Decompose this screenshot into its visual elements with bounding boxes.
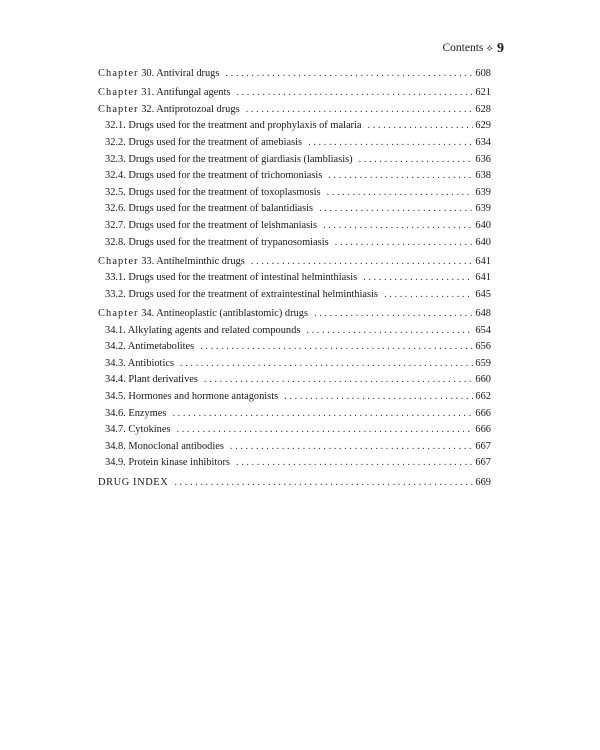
page-number: 9 — [497, 41, 504, 56]
toc-chapter-entry — [98, 102, 491, 119]
toc-entry-title: 34.8. Monoclonal antibodies — [105, 440, 224, 452]
dot-leader — [230, 439, 474, 456]
dot-leader — [174, 475, 473, 492]
toc-page-number: 656 — [475, 341, 491, 353]
toc-subsection-entry — [98, 201, 491, 218]
toc-chapter-entry — [98, 66, 491, 83]
toc-subsection-entry — [98, 185, 491, 202]
toc-chapter-entry — [98, 85, 491, 102]
dot-leader — [359, 152, 474, 169]
chapter-word: Chapter — [98, 255, 139, 267]
toc-page-number: 640 — [475, 219, 491, 231]
toc-entry-label — [105, 168, 322, 185]
toc-page-number: 667 — [475, 440, 491, 452]
toc-page-number: 648 — [475, 308, 491, 320]
toc-entry-title: 33.2. Drugs used for the treatment of extraintestinal helminthiasis — [105, 288, 378, 300]
toc-page-number: 640 — [475, 236, 491, 248]
toc-entry-label — [105, 422, 171, 439]
toc-entry-label — [98, 102, 240, 119]
toc-entry-title: 34.9. Protein kinase inhibitors — [105, 457, 230, 469]
dot-leader — [236, 455, 473, 472]
chapter-word: Chapter — [98, 87, 139, 99]
dot-leader — [308, 135, 473, 152]
toc-chapter-entry — [98, 306, 491, 323]
toc-page-number: 634 — [475, 136, 491, 148]
dot-leader — [368, 118, 474, 135]
dot-leader — [251, 254, 474, 271]
toc-entry-title: 34.3. Antibiotics — [105, 357, 174, 369]
toc-entry-title: 33. Antihelminthic drugs — [141, 255, 245, 267]
toc-page-number: 639 — [475, 203, 491, 215]
toc-entry-label — [105, 439, 224, 456]
dot-leader — [172, 406, 473, 423]
dot-leader — [200, 339, 473, 356]
toc-page-number: 662 — [475, 391, 491, 403]
toc-entry-label — [98, 66, 219, 83]
toc-subsection-entry — [98, 389, 491, 406]
chapter-word: Chapter — [98, 103, 139, 115]
toc-entry-label — [105, 152, 353, 169]
toc-subsection-entry — [98, 152, 491, 169]
toc-subsection-entry — [98, 168, 491, 185]
dot-leader — [384, 287, 473, 304]
dot-leader — [319, 201, 473, 218]
dot-leader — [246, 102, 474, 119]
toc-entry-label — [105, 235, 329, 252]
diamond-ornament-icon: ⟡ — [486, 43, 493, 54]
toc-entry-title: 33.1. Drugs used for the treatment of intestinal helminthiasis — [105, 272, 358, 284]
toc-entry-label — [105, 118, 362, 135]
toc-entry-title: 34. Antineoplastic (antiblastomic) drugs — [141, 308, 309, 320]
toc-page-number: 641 — [475, 272, 491, 284]
toc-entry-label — [105, 135, 302, 152]
toc-entry-title: DRUG INDEX — [98, 476, 169, 488]
toc-entry-label — [105, 356, 174, 373]
toc-entry-title: 34.6. Enzymes — [105, 407, 167, 419]
toc-subsection-entry — [98, 270, 491, 287]
toc-subsection-entry — [98, 118, 491, 135]
dot-leader — [306, 323, 473, 340]
toc-subsection-entry — [98, 287, 491, 304]
toc-page-number: 654 — [475, 324, 491, 336]
dot-leader — [236, 85, 473, 102]
toc-entry-title: 32. Antiprotozoal drugs — [141, 103, 240, 115]
toc-index-entry — [98, 475, 491, 492]
toc-page-number: 639 — [475, 186, 491, 198]
toc-subsection-entry — [98, 235, 491, 252]
toc-subsection-entry — [98, 356, 491, 373]
chapter-word: Chapter — [98, 68, 139, 79]
chapter-word: Chapter — [98, 308, 139, 320]
toc-entry-title: 32.8. Drugs used for the treatment of trypanosomiasis — [105, 236, 329, 248]
toc-subsection-entry — [98, 406, 491, 423]
toc-entry-title: 32.4. Drugs used for the treatment of trichomoniasis — [105, 170, 323, 182]
dot-leader — [204, 372, 473, 389]
toc-page-number: 660 — [475, 374, 491, 386]
dot-leader — [180, 356, 473, 373]
toc-page-number: 638 — [475, 170, 491, 182]
toc-entry-label — [105, 185, 321, 202]
toc-page-number: 645 — [475, 288, 491, 300]
toc-subsection-entry — [98, 422, 491, 439]
dot-leader — [284, 389, 473, 406]
toc-subsection-entry — [98, 135, 491, 152]
toc-page-number: 641 — [475, 255, 491, 267]
toc-entry-title: 34.7. Cytokines — [105, 424, 171, 436]
toc-entry-title: 32.6. Drugs used for the treatment of balantidiasis — [105, 203, 314, 215]
toc-entry-title: 30. Antiviral drugs — [141, 68, 220, 79]
toc-entry-label — [105, 323, 300, 340]
dot-leader — [327, 185, 474, 202]
toc-subsection-entry — [98, 455, 491, 472]
toc-entry-label — [98, 475, 168, 492]
toc-entry-label — [105, 287, 378, 304]
table-of-contents — [98, 66, 491, 491]
toc-entry-label — [105, 201, 313, 218]
toc-entry-title: 32.3. Drugs used for the treatment of giardiasis (lambliasis) — [105, 153, 353, 165]
toc-entry-label — [98, 254, 245, 271]
running-head-title: Contents — [442, 42, 484, 54]
dot-leader — [335, 235, 474, 252]
toc-entry-title: 31. Antifungal agents — [141, 87, 231, 99]
toc-subsection-entry — [98, 339, 491, 356]
dot-leader — [363, 270, 473, 287]
toc-entry-title: 34.2. Antimetabolites — [105, 341, 195, 353]
toc-page-number: 659 — [475, 357, 491, 369]
toc-page-number: 666 — [475, 424, 491, 436]
toc-entry-label — [105, 218, 317, 235]
toc-subsection-entry — [98, 218, 491, 235]
toc-entry-label — [105, 406, 166, 423]
dot-leader — [328, 168, 473, 185]
toc-page-number: 669 — [475, 476, 491, 488]
toc-page-number: 629 — [475, 120, 491, 132]
toc-entry-label — [105, 270, 357, 287]
toc-chapter-entry — [98, 254, 491, 271]
dot-leader — [177, 422, 474, 439]
toc-entry-title: 32.2. Drugs used for the treatment of amebiasis — [105, 136, 303, 148]
toc-entry-label — [98, 306, 308, 323]
toc-page-number: 608 — [475, 68, 491, 79]
toc-entry-title: 34.4. Plant derivatives — [105, 374, 198, 386]
toc-page-number: 621 — [475, 87, 491, 99]
dot-leader — [323, 218, 473, 235]
toc-entry-label — [98, 85, 230, 102]
toc-subsection-entry — [98, 323, 491, 340]
toc-page-number: 666 — [475, 407, 491, 419]
toc-subsection-entry — [98, 439, 491, 456]
toc-entry-title: 34.5. Hormones and hormone antagonists — [105, 391, 279, 403]
toc-entry-title: 32.1. Drugs used for the treatment and prophylaxis of malaria — [105, 120, 362, 132]
toc-subsection-entry — [98, 372, 491, 389]
toc-page-number: 667 — [475, 457, 491, 469]
page-header — [442, 40, 504, 57]
toc-entry-label — [105, 455, 230, 472]
toc-entry-title: 34.1. Alkylating agents and related compounds — [105, 324, 301, 336]
toc-entry-title: 32.5. Drugs used for the treatment of toxoplasmosis — [105, 186, 321, 198]
toc-page-number: 636 — [475, 153, 491, 165]
toc-entry-label — [105, 389, 278, 406]
toc-entry-title: 32.7. Drugs used for the treatment of leishmaniasis — [105, 219, 318, 231]
dot-leader — [225, 66, 473, 83]
toc-entry-label — [105, 339, 194, 356]
toc-entry-label — [105, 372, 198, 389]
dot-leader — [314, 306, 473, 323]
toc-page-number: 628 — [475, 103, 491, 115]
